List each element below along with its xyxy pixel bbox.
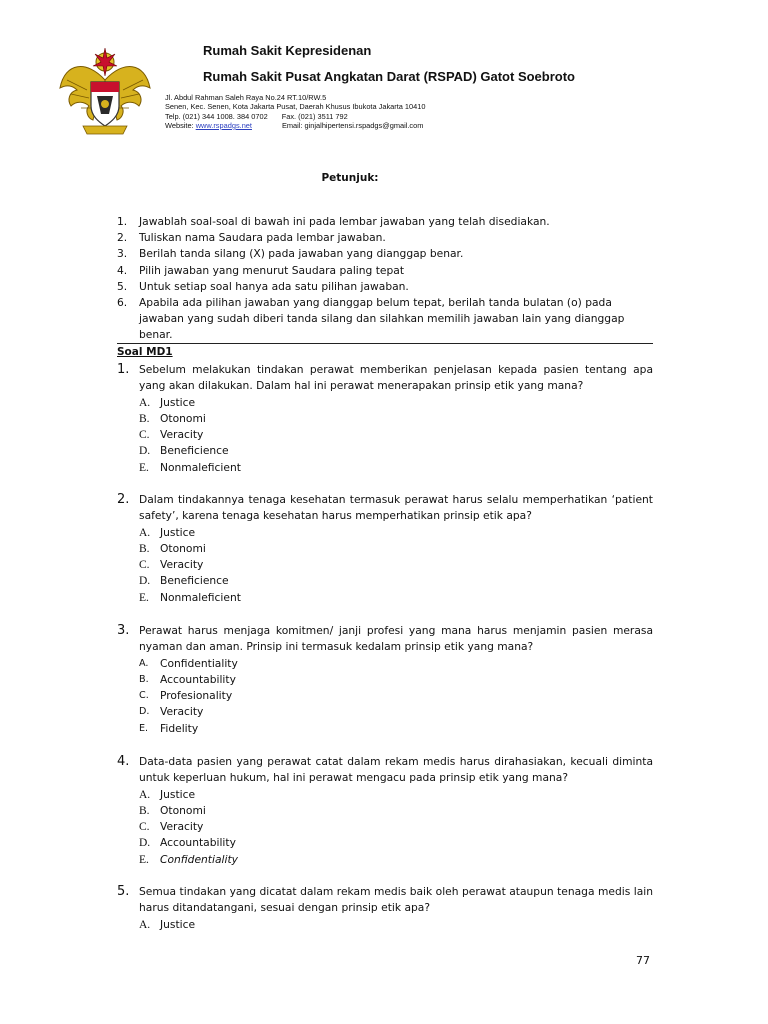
question-number: 4. (117, 754, 130, 769)
question-text: Perawat harus menjaga komitmen/ janji profesi yang mana harus menjamin pasien merasa nyaman dan aman. Prinsip ini termasuk kedalam prinsip etik yang mana? (139, 624, 653, 654)
instruction-number: 3. (117, 247, 128, 261)
option-letter: B. (139, 412, 150, 425)
answer-option (139, 557, 653, 573)
website-link[interactable]: www.rspadgs.net (195, 120, 252, 130)
question-text: Semua tindakan yang dicatat dalam rekam medis baik oleh perawat ataupun tenaga medis lain harus ditandatangani, sesuai dengan prinsip etik apa? (139, 885, 653, 915)
option-text: Otonomi (160, 803, 206, 817)
option-letter: A. (139, 918, 151, 931)
option-text: Veracity (160, 558, 204, 572)
instruction-item (117, 230, 657, 246)
option-letter: C. (139, 821, 150, 834)
answer-option (139, 411, 653, 427)
instruction-item (117, 263, 657, 279)
fax-text: Fax. (021) 3511 792 (281, 111, 348, 121)
option-text: Veracity (160, 705, 204, 719)
option-text: Nonmaleficient (160, 590, 241, 604)
answer-option (139, 541, 653, 557)
answer-option (139, 852, 653, 868)
option-letter: E. (139, 853, 149, 866)
option-letter: D. (139, 445, 151, 458)
option-text: Nonmaleficient (160, 460, 241, 474)
instruction-text: Jawablah soal-soal di bawah ini pada lembar jawaban yang telah disediakan. (139, 215, 550, 228)
question-number: 2. (117, 492, 130, 507)
instruction-item (117, 214, 657, 230)
hospital-title: Rumah Sakit Kepresidenan (203, 43, 372, 58)
question-stem (117, 884, 653, 917)
answer-option (139, 590, 653, 606)
section-title: Soal MD1 (117, 346, 173, 358)
instruction-item (117, 279, 657, 295)
option-letter: A. (139, 396, 151, 409)
question-number: 5. (117, 884, 130, 899)
question-1 (117, 362, 653, 476)
question-text: Data-data pasien yang perawat catat dalam rekam medis harus dirahasiakan, kecuali diminta untuk keperluan hukum, hal ini perawat mengacu pada prinsip etik yang mana? (139, 755, 653, 785)
instructions-heading: Petunjuk: (321, 172, 379, 184)
instruction-text: Untuk setiap soal hanya ada satu pilihan jawaban. (139, 279, 409, 293)
answer-option (139, 443, 653, 459)
option-letter: E. (139, 461, 149, 474)
instruction-item (117, 246, 657, 262)
website-label: Website: (165, 120, 194, 130)
page-number: 77 (636, 954, 650, 967)
question-stem (117, 362, 653, 395)
question-text: Sebelum melakukan tindakan perawat memberikan penjelasan kepada pasien tentang apa yang akan dilakukan. Dalam hal ini perawat menerapakan prinsip etik yang mana? (139, 363, 653, 393)
question-stem (117, 623, 653, 656)
instruction-text: Pilih jawaban yang menurut Saudara paling tepat (139, 263, 405, 277)
answer-option (139, 704, 653, 720)
contact-block (165, 93, 425, 130)
military-emblem-icon (57, 40, 153, 138)
option-letter: E. (139, 722, 149, 734)
option-letter: A. (139, 657, 149, 669)
instruction-text: Berilah tanda silang (X) pada jawaban yang dianggap benar. (139, 247, 464, 261)
option-text: Otonomi (160, 541, 206, 555)
email-text: Email: ginjalhipertensi.rspadgs@gmail.com (281, 120, 424, 130)
answer-option (139, 427, 653, 443)
option-letter: D. (139, 706, 150, 718)
answer-option (139, 525, 653, 541)
option-text: Justice (160, 917, 196, 931)
option-text: Justice (160, 395, 196, 409)
instruction-number: 2. (117, 231, 128, 245)
instruction-number: 1. (117, 215, 128, 228)
option-letter: B. (139, 542, 150, 555)
address-line-2: Senen, Kec. Senen, Kota Jakarta Pusat, Daerah Khusus Ibukota Jakarta 10410 (165, 102, 426, 112)
option-text: Beneficience (160, 574, 229, 588)
option-letter: B. (139, 804, 150, 817)
option-text: Confidentiality (160, 852, 238, 866)
question-number: 1. (117, 362, 130, 377)
instruction-text: Apabila ada pilihan jawaban yang dianggap belum tepat, berilah tanda bulatan (o) pada jawaban yang sudah diberi tanda silang dan silahkan memilih jawaban lain yang dianggap benar. (139, 296, 625, 342)
option-text: Justice (160, 787, 196, 801)
option-letter: D. (139, 837, 151, 850)
address-line-1: Jl. Abdul Rahman Saleh Raya No.24 RT.10/RW.5 (165, 93, 327, 102)
option-letter: A. (139, 526, 151, 539)
phone-text: Telp. (021) 344 1008. 384 0702 (165, 111, 268, 121)
question-4 (117, 754, 653, 868)
answer-option (139, 721, 653, 737)
instruction-number: 4. (117, 263, 128, 277)
option-text: Veracity (160, 820, 204, 834)
question-2 (117, 492, 653, 606)
option-letter: E. (139, 591, 149, 604)
answer-option (139, 835, 653, 851)
question-stem (117, 492, 653, 525)
question-5 (117, 884, 653, 933)
option-text: Accountability (160, 836, 236, 850)
answer-option (139, 395, 653, 411)
answer-option (139, 688, 653, 704)
answer-option (139, 656, 653, 672)
answer-option (139, 917, 653, 933)
answer-option (139, 573, 653, 589)
divider (117, 343, 653, 344)
hospital-subtitle: Rumah Sakit Pusat Angkatan Darat (RSPAD) Gatot Soebroto (203, 69, 575, 84)
option-text: Veracity (160, 428, 204, 442)
option-text: Justice (160, 525, 196, 539)
option-text: Profesionality (160, 689, 233, 703)
option-text: Accountability (160, 672, 236, 686)
option-text: Confidentiality (160, 656, 238, 670)
option-text: Fidelity (160, 721, 199, 735)
option-text: Beneficience (160, 444, 229, 458)
answer-option (139, 787, 653, 803)
option-text: Otonomi (160, 411, 206, 425)
instruction-text: Tuliskan nama Saudara pada lembar jawaban. (139, 231, 386, 245)
option-letter: B. (139, 673, 149, 685)
option-letter: C. (139, 559, 150, 572)
question-3 (117, 623, 653, 737)
answer-option (139, 819, 653, 835)
question-text: Dalam tindakannya tenaga kesehatan termasuk perawat harus selalu memperhatikan ‘patient safety’, karena tenaga kesehatan harus memperhatikan prinsip etik apa? (139, 493, 653, 523)
instructions-list (117, 214, 657, 344)
option-letter: C. (139, 690, 149, 702)
answer-option (139, 460, 653, 476)
question-stem (117, 754, 653, 787)
option-letter: A. (139, 788, 151, 801)
option-letter: D. (139, 575, 151, 588)
instruction-item (117, 295, 657, 344)
instruction-number: 5. (117, 279, 128, 293)
answer-option (139, 803, 653, 819)
answer-option (139, 672, 653, 688)
question-number: 3. (117, 623, 130, 638)
option-letter: C. (139, 429, 150, 442)
instruction-number: 6. (117, 296, 128, 310)
